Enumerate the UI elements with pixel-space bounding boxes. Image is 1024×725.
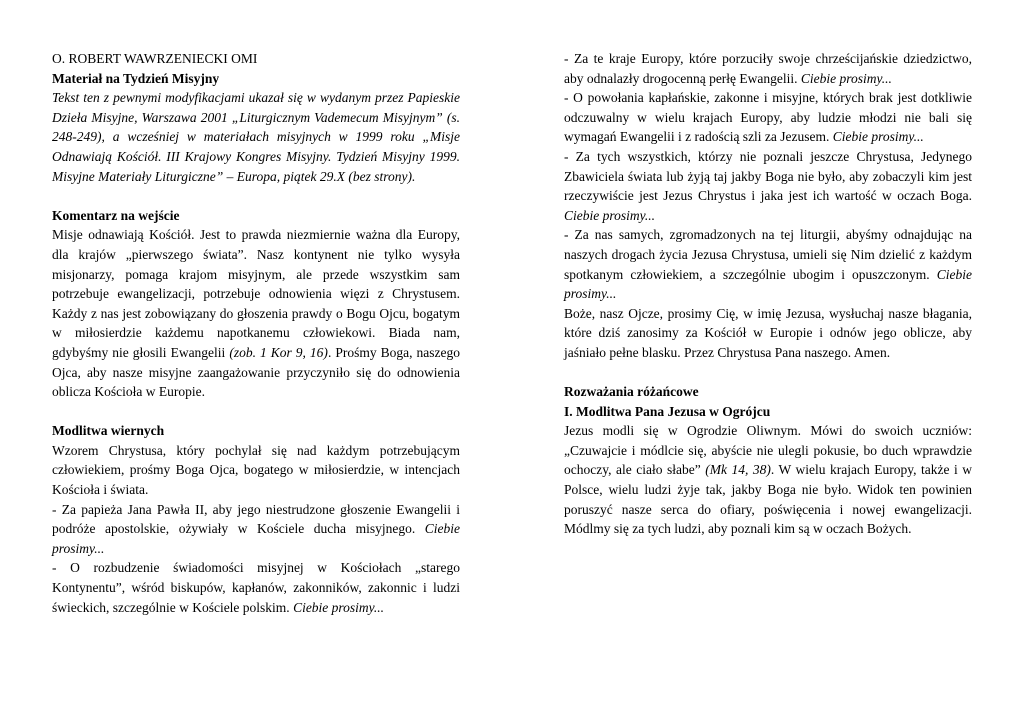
intention-4-response: Ciebie prosimy... [832,129,924,145]
intention-2 [52,558,460,617]
intention-1-response: Ciebie prosimy... [52,521,460,556]
intention-6-response: Ciebie prosimy... [564,266,972,302]
mystery-text-2: . W wielu krajach Europy, także i w Polsce, wielu ludzi żyje tak, jakby Boga nie było. Widok ten powinien poruszyć nasze serca do ofiary, poświęcenia i nowej ewangelizacji. Módlmy się za tych ludzi, aby poznali kim są w oczach Bożych. [564,462,972,537]
comment-reference: (zob. 1 Kor 9, 16) [229,344,328,360]
intention-1 [52,500,460,559]
author-line: O. ROBERT WAWRZENIECKI OMI [52,51,258,66]
comment-text-2: . Prośmy Boga, naszego Ojca, aby nasze misyjne zaangażowanie przyczyniło się do odnowienia oblicza Kościoła w Europie. [52,344,460,400]
prayer-intro: Wzorem Chrystusa, który pochylał się nad każdym potrzebującym człowiekiem, prośmy Boga Ojca, bogatego w miłosierdzie, w intencjach Kościoła i świata. [52,442,460,498]
spacer [52,186,460,206]
comment-heading: Komentarz na wejście [52,207,180,223]
intention-6 [564,225,972,303]
left-column [52,49,460,617]
intention-6-text: - Za nas samych, zgromadzonych na tej liturgii, abyśmy odnajdując na naszych drogach życia Jezusa Chrystusa, umieli się Nim dzielić z każdym spotkanym człowiekiem, a szczególnie ubogim i opuszczonym. [564,227,972,282]
intention-5-response: Ciebie prosimy... [564,207,655,223]
intention-4-text: - O powołania kapłańskie, zakonne i misyjne, których brak jest dotkliwie odczuwalny w wielu krajach Europy, aby ludzie młodzi nie bali się wymagań Ewangelii i z radością szli za Jezusem. [564,90,972,145]
document-title: Materiał na Tydzień Misyjny [52,70,220,86]
mystery-text-1: Jezus modli się w Ogrodzie Oliwnym. Mówi do swoich uczniów: „Czuwajcie i módlcie się, abyście nie ulegli pokusie, bo duch wprawdzie ochoczy, ale ciało słabe” [564,423,972,478]
intention-5-text: - Za tych wszystkich, którzy nie poznali jeszcze Chrystusa, Jedynego Zbawiciela świata lub żyją taj jakby Boga nie było, aby zobaczyli kim jest rzeczywiście jest Jezus Chrystus i jaka jest ich wartość w oczach Boga. [564,148,972,204]
intro-note-text: Tekst ten z pewnymi modyfikacjami ukazał się w wydanym przez Papieskie Dzieła Misyjne, Warszawa 2001 „Liturgicznym Vademecum Misyjnym” (s. 248-249), a wcześniej w materiałach misyjnych w 1999 roku „Misje Odnawiają Kościół. III Krajowy Kongres Misyjny. Tydzień Misyjny 1999. Misyjne Materiały Liturgiczne” – Europa, piątek 29.X (bez strony). [52,90,460,184]
intention-5 [564,147,972,225]
spacer [564,363,972,383]
comment-paragraph [52,225,460,401]
comment-text-1: Misje odnawiają Kościół. Jest to prawda niezmiernie ważna dla Europy, dla krajów „pierwszego świata”. Nasz kontynent nie tylko wysyła misjonarzy, pomaga krajom misyjnym, ale przede wszystkim sam potrzebuje ewangelizacji, potrzebuje odnowienia więzi z Chrystusem. Każdy z nas jest zobowiązany do głoszenia prawdy o Bogu Ojcu, bogatym w miłosierdzie każdemu napotkanemu człowiekowi. Biada nam, gdybyśmy nie głosili Ewangelii [52,227,460,360]
intention-2-response: Ciebie prosimy... [293,599,385,615]
intention-2-text: - O rozbudzenie świadomości misyjnej w Kościołach „starego Kontynentu”, wśród biskupów, kapłanów, zakonników, zakonnic i ludzi świeckich, szczególnie w Kościele polskim. [52,560,460,615]
rosary-heading: Rozważania różańcowe [564,384,699,400]
intention-1-text: - Za papieża Jana Pawła II, aby jego niestrudzone głoszenie Ewangelii i podróże apostolskie, ożywiały w Kościele ducha misyjnego. [52,501,460,537]
intention-3-response: Ciebie prosimy... [800,70,892,86]
closing-prayer: Boże, nasz Ojcze, prosimy Cię, w imię Jezusa, wysłuchaj nasze błagania, które dziś zanosimy za Kościół w Europie i odnów jego oblicze, aby jaśniało pełne blasku. Przez Chrystusa Pana naszego. Amen. [564,305,972,360]
mystery-reference: (Mk 14, 38) [705,462,771,478]
mystery-paragraph [564,421,972,539]
spacer [52,402,460,422]
right-column [564,49,972,539]
intro-note [52,88,460,186]
intention-3 [564,49,972,88]
intention-4 [564,88,972,147]
intention-3-text: - Za te kraje Europy, które porzuciły swoje chrześcijańskie dziedzictwo, aby odnalazły drogocenną perłę Ewangelii. [564,51,972,86]
prayer-heading: Modlitwa wiernych [52,423,165,439]
mystery-heading: I. Modlitwa Pana Jezusa w Ogrójcu [564,403,771,419]
